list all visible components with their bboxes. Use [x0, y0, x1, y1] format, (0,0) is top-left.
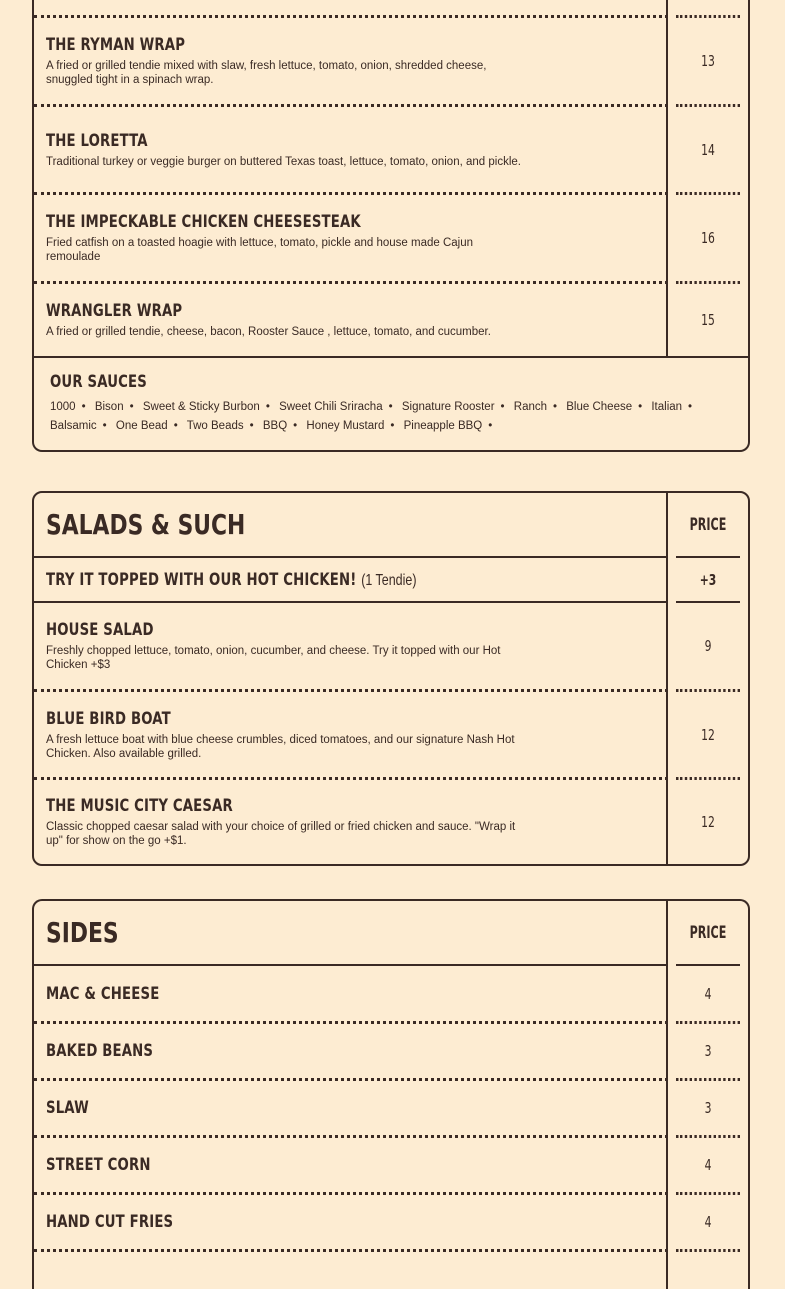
bullet-separator: • [688, 401, 693, 413]
sides-table [32, 899, 750, 1289]
menu-item [34, 104, 668, 192]
sauce-item: Bison [94, 401, 124, 413]
item-price: 13 [676, 15, 740, 104]
bullet-separator: • [388, 401, 393, 413]
sauce-item: Sweet Chili Sriracha [279, 401, 383, 413]
menu-item [34, 15, 668, 104]
item-name: THE LORETTA [46, 130, 148, 151]
sauces-section [34, 356, 748, 450]
bullet-separator: • [102, 420, 107, 432]
item-name: HOUSE SALAD [46, 620, 154, 640]
menu-item [34, 964, 668, 1021]
item-name: THE IMPECKABLE CHICKEN CHEESESTEAK [46, 212, 361, 232]
bullet-separator: • [265, 401, 270, 413]
item-description: Freshly chopped lettuce, tomato, onion, cucumber, and cheese. Try it topped with our Hot Chicken +$3 [46, 645, 501, 671]
sauce-item: Italian [651, 401, 683, 413]
menu-item [34, 777, 668, 864]
item-description: Traditional turkey or veggie burger on buttered Texas toast, lettuce, tomato, onion, and pickle. [46, 155, 521, 168]
item-description: A fried or grilled tendie mixed with slaw, fresh lettuce, tomato, onion, shredded cheese, snuggled tight in a spinach wrap. [46, 60, 487, 86]
bullet-separator: • [129, 401, 134, 413]
item-price: 12 [676, 689, 740, 777]
sauces-title: OUR SAUCES [50, 372, 147, 392]
item-name: BAKED BEANS [46, 1041, 154, 1061]
sauce-item: Balsamic [50, 420, 97, 432]
bullet-separator: • [488, 420, 493, 432]
item-name: THE MUSIC CITY CAESAR [46, 796, 233, 816]
sauce-list [50, 398, 715, 436]
section-title: SALADS & SUCH [46, 508, 246, 541]
price-header [676, 901, 740, 964]
bullet-separator: • [638, 401, 643, 413]
sauce-item: Signature Rooster [401, 401, 495, 413]
item-price: 4 [676, 964, 740, 1021]
item-price: 12 [676, 777, 740, 864]
item-price: 14 [676, 104, 740, 192]
menu-item [34, 281, 668, 356]
cut-row-name [34, 1249, 668, 1289]
bullet-separator: • [173, 420, 178, 432]
sauce-item: Sweet & Sticky Burbon [142, 401, 260, 413]
price-header [676, 493, 740, 556]
item-price: 15 [676, 281, 740, 356]
bullet-separator: • [293, 420, 298, 432]
item-price: 3 [676, 1021, 740, 1078]
menu-item [34, 192, 668, 281]
item-name: SLAW [46, 1098, 89, 1118]
item-price: 4 [676, 1135, 740, 1192]
sauce-item: Two Beads [186, 420, 244, 432]
menu-item [34, 1078, 668, 1135]
item-price: 16 [676, 192, 740, 281]
sauce-item: One Bead [115, 420, 168, 432]
bullet-separator: • [249, 420, 254, 432]
item-name: BLUE BIRD BOAT [46, 708, 171, 729]
bullet-separator: • [390, 420, 395, 432]
topper-note: (1 Tendie) [361, 571, 417, 589]
item-description: A fresh lettuce boat with blue cheese crumbles, diced tomatoes, and our signature Nash Hot Chicken. Also available grilled. [46, 733, 515, 760]
topper-price: +3 [676, 556, 740, 601]
menu-item [34, 1021, 668, 1078]
cut-row-price [676, 0, 740, 15]
section-header [34, 493, 668, 556]
item-name: HAND CUT FRIES [46, 1212, 174, 1232]
menu-item [34, 601, 668, 689]
sauce-item: BBQ [262, 420, 288, 432]
cut-row-price [676, 1249, 740, 1289]
sauce-item: Pineapple BBQ [403, 420, 483, 432]
item-price: 9 [676, 601, 740, 689]
sauce-item: Blue Cheese [566, 401, 633, 413]
sauce-item: Ranch [513, 401, 548, 413]
topper-row [34, 556, 668, 601]
bullet-separator: • [553, 401, 558, 413]
sauce-item: Honey Mustard [306, 420, 385, 432]
sauce-item: 1000 [50, 401, 76, 413]
section-title: SIDES [46, 916, 119, 949]
price-header-label: PRICE [689, 922, 727, 943]
topper-name [46, 570, 520, 590]
item-name: STREET CORN [46, 1155, 151, 1175]
salads-table [32, 491, 750, 866]
item-price: 4 [676, 1192, 740, 1249]
bullet-separator: • [81, 401, 86, 413]
bullet-separator: • [500, 401, 505, 413]
menu-item [34, 1192, 668, 1249]
item-description: Fried catfish on a toasted hoagie with lettuce, tomato, pickle and house made Cajun remoulade [46, 237, 474, 263]
price-header-label: PRICE [689, 514, 727, 535]
menu-item [34, 1135, 668, 1192]
item-name: WRANGLER WRAP [46, 301, 183, 321]
cut-row-name [34, 0, 668, 15]
sandwiches-table [32, 0, 750, 452]
item-description: A fried or grilled tendie, cheese, bacon, Rooster Sauce , lettuce, tomato, and cucumber. [46, 326, 491, 338]
item-price: 3 [676, 1078, 740, 1135]
item-name: MAC & CHEESE [46, 983, 160, 1004]
menu-item [34, 689, 668, 777]
section-header [34, 901, 668, 964]
topper-label: TRY IT TOPPED WITH OUR HOT CHICKEN! [46, 569, 357, 590]
item-description: Classic chopped caesar salad with your choice of grilled or fried chicken and sauce. "Wrap it up" for show on the go +$1. [46, 821, 516, 847]
item-name: THE RYMAN WRAP [46, 35, 186, 55]
